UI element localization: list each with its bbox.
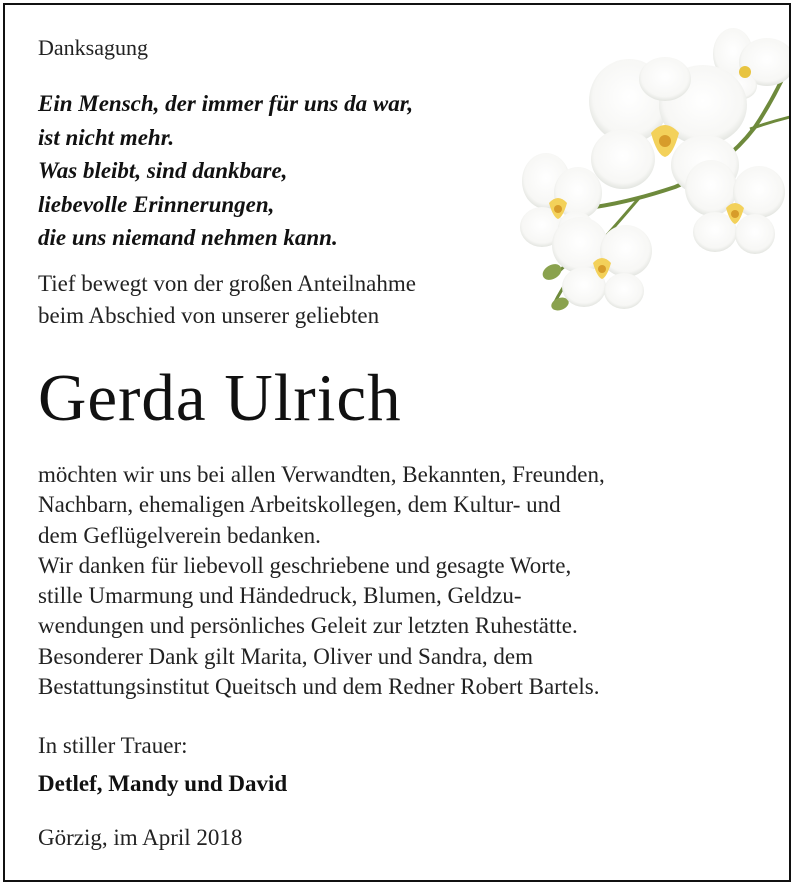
deceased-name: Gerda Ulrich xyxy=(38,361,402,435)
intro-line: Tief bewegt von der großen Anteilnahme xyxy=(38,271,416,296)
signers: Detlef, Mandy und David xyxy=(38,771,288,796)
poem xyxy=(38,87,413,255)
poem-line: liebevolle Erinnerungen, xyxy=(38,191,275,217)
poem-line: Ein Mensch, der immer für uns da war, xyxy=(38,91,414,116)
orchid-image xyxy=(510,17,791,317)
thanks-line: dem Geflügelverein bedanken. xyxy=(38,522,321,548)
poem-line: die uns niemand nehmen kann. xyxy=(38,225,338,250)
thanks-line: wendungen und persönliches Geleit zur letzten Ruhestätte. xyxy=(38,613,578,639)
intro-text xyxy=(38,268,416,331)
thanks-text xyxy=(38,460,605,702)
thanks-line: Bestattungsinstitut Queitsch und dem Redner Robert Bartels. xyxy=(38,674,600,700)
poem-line: Was bleibt, sind dankbare, xyxy=(38,158,288,183)
notice-heading: Danksagung xyxy=(38,35,148,60)
place-date: Görzig, im April 2018 xyxy=(38,825,243,850)
poem-line: ist nicht mehr. xyxy=(38,124,175,150)
thanks-line: Wir danken für liebevoll geschriebene und gesagte Worte, xyxy=(38,552,572,578)
obituary-notice xyxy=(3,3,791,882)
thanks-line: Nachbarn, ehemaligen Arbeitskollegen, dem Kultur- und xyxy=(38,492,561,518)
thanks-line: stille Umarmung und Händedruck, Blumen, Geldzu- xyxy=(38,583,522,609)
mourning-label: In stiller Trauer: xyxy=(38,733,188,758)
thanks-line: möchten wir uns bei allen Verwandten, Bekannten, Freunden, xyxy=(38,462,605,487)
intro-line: beim Abschied von unserer geliebten xyxy=(38,302,380,328)
thanks-line: Besonderer Dank gilt Marita, Oliver und Sandra, dem xyxy=(38,643,534,669)
